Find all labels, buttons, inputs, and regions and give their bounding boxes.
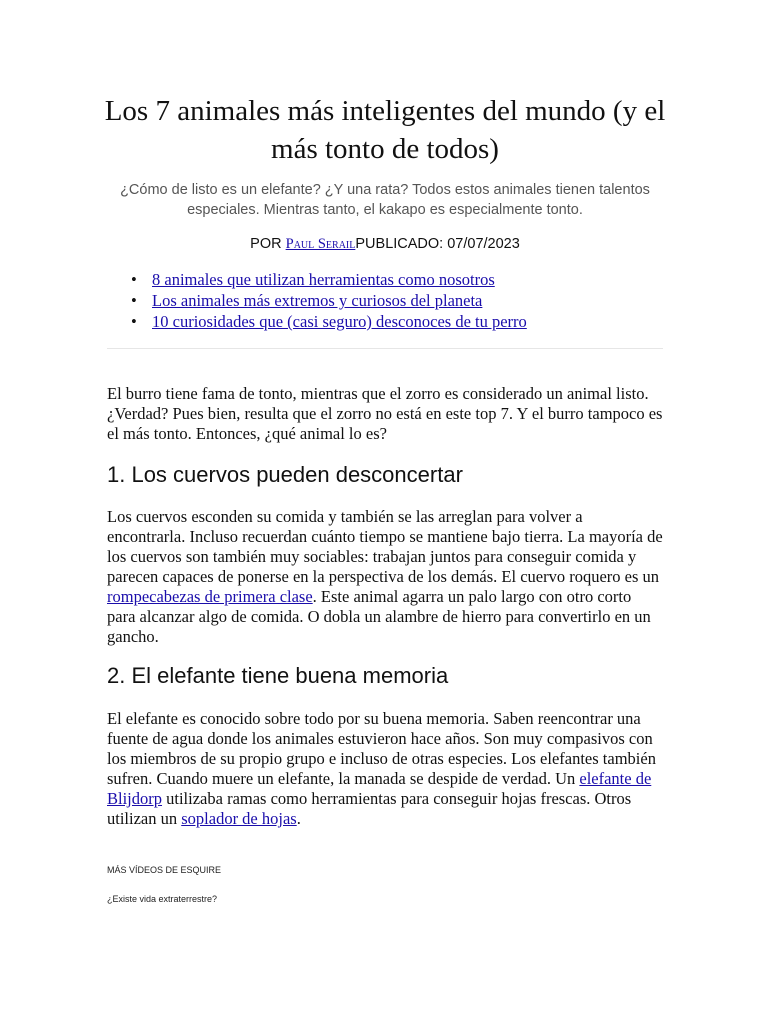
author-link[interactable]: Paul Serail	[285, 236, 356, 252]
related-link-extreme-animals[interactable]: Los animales más extremos y curiosos del planeta	[152, 291, 483, 310]
related-link-item	[131, 290, 527, 311]
published-label: PUBLICADO:	[355, 236, 448, 252]
elephant-text-start: El elefante es conocido sobre todo por su buena memoria. Saben reencontrar una fuente de agua donde los animales estuvieron hace años. Son muy compasivos con los miembros de su propio grupo e incluso de otras especies. Los elefantes también sufren. Cuando muere un elefante, la manada se despide de verdad. Un	[107, 709, 656, 788]
article-title: Los 7 animales más inteligentes del mundo (y el más tonto de todos)	[104, 95, 666, 165]
elephant-text-middle: utilizaba ramas como herramientas para conseguir hojas frescas. Otros utilizan un	[107, 789, 632, 828]
video-title[interactable]: ¿Existe vida extraterrestre?	[107, 894, 218, 904]
published-date: 07/07/2023	[447, 236, 520, 252]
elephant-text-end: .	[296, 809, 301, 828]
bullet-icon: •	[131, 291, 137, 310]
leaf-blower-link[interactable]: soplador de hojas	[181, 809, 297, 828]
bullet-icon: •	[131, 270, 137, 289]
puzzle-link[interactable]: rompecabezas de primera clase	[107, 587, 313, 606]
related-link-item	[131, 311, 527, 332]
section-heading-crows: 1. Los cuervos pueden desconcertar	[107, 462, 463, 487]
bullet-icon: •	[131, 312, 137, 331]
section-paragraph-elephant	[107, 709, 663, 829]
intro-paragraph: El burro tiene fama de tonto, mientras que el zorro es considerado un animal listo. ¿Verdad? Pues bien, resulta que el zorro no está en este top 7. Y el burro tampoco es el más tonto. Entonces, ¿qué animal lo es?	[107, 384, 663, 443]
divider	[107, 348, 663, 349]
related-links-list	[107, 269, 527, 332]
blijdorp-elephant-link[interactable]: elefante de Blijdorp	[107, 769, 652, 808]
section-heading-elephant: 2. El elefante tiene buena memoria	[107, 663, 449, 688]
section-paragraph-crows	[107, 507, 663, 647]
article-subtitle: ¿Cómo de listo es un elefante? ¿Y una rata? Todos estos animales tienen talentos especiales. Mientras tanto, el kakapo es especialmente tonto.	[120, 182, 650, 218]
byline-by-label: POR	[250, 236, 286, 252]
related-link-item	[131, 269, 527, 290]
related-link-tools[interactable]: 8 animales que utilizan herramientas como nosotros	[152, 270, 495, 289]
byline	[107, 234, 663, 254]
crows-text-end: . Este animal agarra un palo largo con otro corto para alcanzar algo de comida. O dobla un alambre de hierro para convertirlo en un gancho.	[107, 587, 651, 646]
crows-text-start: Los cuervos esconden su comida y también se las arreglan para volver a encontrarla. Incluso recuerdan cuánto tiempo se mantiene bajo tierra. La mayoría de los cuervos son también muy sociables: trabajan juntos para conseguir comida y parecen capaces de ponerse en la perspectiva de los demás. El cuervo roquero es un	[107, 507, 663, 586]
related-link-dog-curiosities[interactable]: 10 curiosidades que (casi seguro) desconoces de tu perro	[152, 312, 527, 331]
more-videos-label: MÁS VÍDEOS DE ESQUIRE	[107, 865, 222, 875]
